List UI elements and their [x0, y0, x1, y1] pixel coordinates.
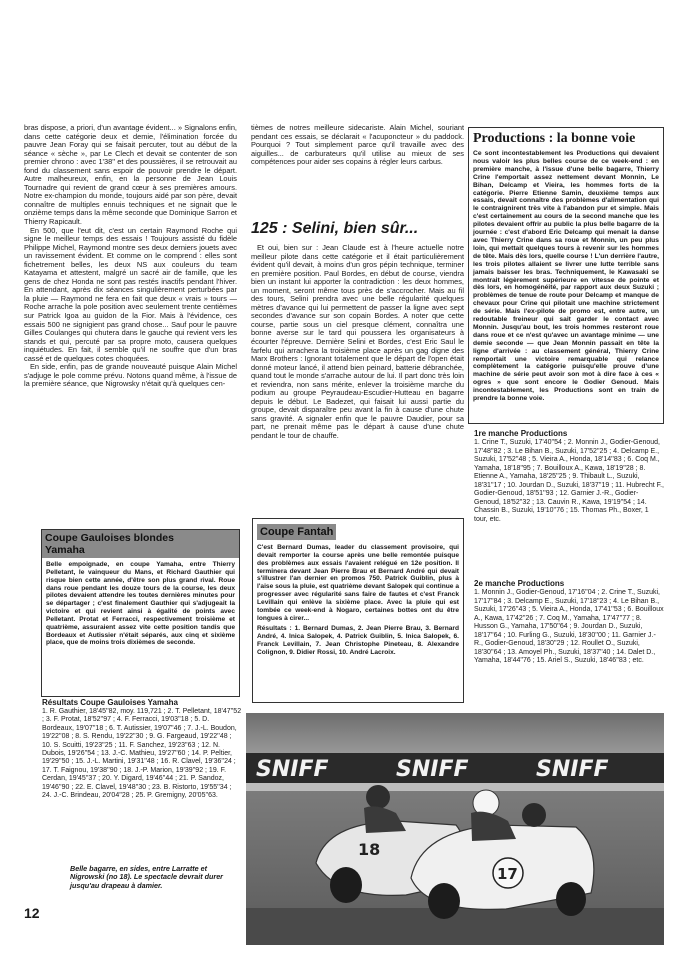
coupe-gauloises-box	[41, 529, 240, 697]
page-number: 12	[24, 905, 40, 921]
paragraph: tièmes de notres meilleure sidecariste. Alain Michel, souriant pendant ces essais, se déclarait « l'acuponcteur » du paddock. Pourquoi ? Tout simplement parce qu'il travaille avec des aiguilles... de carburateurs qu'il utilise au mieux de ses compétences pour aider ses copains à régler leurs carbus.	[251, 124, 464, 167]
coupe-gauloises-title	[42, 530, 239, 558]
race-number: 18	[358, 840, 381, 859]
title-line: Yamaha	[45, 544, 85, 556]
photo-caption: Belle bagarre, en sides, entre Larratte et Nigrowski (no 18). Le spectacle devrait durer jusqu'au drapeau à damier.	[70, 864, 223, 890]
productions-title: Productions : la bonne voie	[473, 131, 636, 146]
title-line: Coupe Gauloises blondes	[45, 532, 174, 544]
results-title: 2e manche Productions	[474, 580, 565, 588]
article-column-middle	[251, 244, 464, 506]
coupe-fantah-text: C'est Bernard Dumas, leader du classement provisoire, qui devait remporter la course après une belle remontée puisque des problèmes aux essais l'avaient relégué en 12e position. Il terminera devant Jean Pierre Brau et Bernard André qui devait s'illustrer l'an dernier en promos 750. Patrick Guiblin, plus à l'aise sous la pluie, est quatrième devant Salopek qui continue a progresser avec régularité sans faire de fautes et c'est Franck Levillain qui enlève la sixième place. Avec la pluie qui est tombée ce week-end à Nogaro, certaines bottes ont du être longues à cirer...	[257, 544, 459, 622]
section-heading-125: 125 : Selini, bien sûr...	[251, 220, 419, 237]
results-list: 1. Crine T., Suzuki, 17'40''54 ; 2. Monnin J., Godier-Genoud, 17'48''82 ; 3. Le Bihan B., Suzuki, 17'52''25 ; 4. Delcamp E., Suzuki, 17'52''48 ; 5. Vieira A., Honda, 18'14''83 ; 6. Coq M., Yamaha, 18'18''95 ; 7. Bouilloux A., Kawa, 18'19''28 ; 8. Etienne A., Yamaha, 18'25''25 ; 9. Thibault L., Suzuki, 18'31''17 ; 10. Jourdan D., Suzuki, 18'37''19 ; 11. Hubrecht F., Godier-Genoud, 18'51''93 ; 12. Garnier J.-R., Godier-Genoud, 18'52''32 ; 13. Cauvin R., Kawa, 19'19''54 ; 14. Chassin B., Suzuki, 19'10''76 ; 15. Thomas Ph., Boxer, 1 tour, etc.	[474, 439, 664, 523]
banner-text: SNIFF	[536, 757, 609, 782]
results-label: Résultats :	[257, 625, 292, 633]
paragraph: En 500, que l'eut dit, c'est un certain Raymond Roche qui signe le meilleur temps des essais ! Toujours assisté du fidèle Philippe Michel, Raymond montre ses deux derniers jouets avec un ravissement évident. Et comme on le comprend : elles sont fichetrement belles, les deux NS aux couleurs du team Katayama et attestent, malgré un sacré air de famille, que les gens de chez Honda ne sont pas restés inactifs pendant l'hiver. En attendant, après dix séances singulièrement perturbées par la pluie — Raymond ne fera en fait que deux « vrais » tours — Roche arrache la pole position avec seulement trente centièmes sur Patrick Igoa au guidon de la Fior. Mais à l'évidence, ces essais 500 ne signigient pas grand chose... Sauf pour le pauvre Gilles Coulanges qui chutera dans le gauche qui revient vers les stands et qui, percuté par sa propre moto, causera quelques inquiétudes. En fait, il semble qu'il ne souffre que d'un bras cassé et de quelques cotes choquées.	[24, 225, 237, 363]
productions-results-second-heat	[474, 580, 664, 700]
results-list: 1. R. Gauthier, 18'45''82, moy. 119,721 ; 2. T. Pelletant, 18'47''52 ; 3. F. Protat, 18'52''97 ; 4. F. Ferracci, 19'03''18 ; 5. D. Bordeaux, 19'07''18 ; 6. T. Autissier, 19'07''46 ; 7. J.-L. Boudon, 19'22''08 ; 8. S. Rendu, 19'22''30 ; 9. G. Fargeaud, 19'22''48 ; 10. S. Scuitti, 19'23''25 ; 11. F. Sanchez, 19'23''63 ; 12. N. Dubois, 19'26''54 ; 13. J.-C. Mathieu, 19'27''60 ; 14. P. Peltier, 19'29''50 ; 15. J.-L. Martini, 19'31''48 ; 16. R. Clavel, 19'36''24 ; 17. T. Faignou, 19'38''90 ; 18. J.-P. Marion, 19'39''92 ; 19. F. Cerdan, 19'45''37 ; 20. Y. Digard, 19'46''44 ; 21. P. Sandoz, 19'46''90 ; 22. E. Clavel, 19'48''30 ; 23. B. Ristorto, 19'55''34 ; 24. J.-C. Brindeau, 20'04''28 ; 25. P. Gremigny, 20'05''63.	[42, 708, 242, 800]
banner-text: SNIFF	[256, 757, 329, 782]
article-column-middle-top	[251, 124, 464, 216]
sidecar-race-photo	[246, 713, 664, 945]
coupe-fantah-results	[257, 625, 459, 656]
results-list: 1. Monnin J., Godier-Genoud, 17'16''04 ; 2. Crine T., Suzuki, 17'17''84 ; 3. Delcamp E., Suzuki, 17'18''23 ; 4. Le Bihan B., Suzuki, 17'26''43 ; 5. Vieira A., Honda, 17'41''53 ; 6. Bouilloux A., Kawa, 17'42''26 ; 7. Coq M., Yamaha, 17'47''77 ; 8. Husson G., Yamaha, 17'50''64 ; 9. Jourdan D., Suzuki, 18'17''64 ; 10. Furling G., Suzuki, 18'30''00 ; 11. Garnier J.-R., Godier-Genoud, 18'30''29 ; 12. Roullet O., Suzuki, 18'30''64 ; 13. Amoyel Ph., Suzuki, 18'37''40 ; 14. Dalet D., Yamaha, 18'44''76 ; 15. Ariel S., Suzuki, 18'46''83 ; etc.	[474, 589, 664, 665]
article-column-left	[24, 124, 237, 524]
results-list: 1. Bernard Dumas, 2. Jean Pierre Brau, 3. Bernard André, 4. Inica Salopek, 4. Patrick Guiblin, 5. Inica Salopek, 6. Franck Levillain, 7. Jean Christophe Pineteau, 8. Alexandre Colignon, 9. Didier Rossi, 10. André Lacroix.	[257, 625, 459, 656]
coupe-gauloises-text: Belle empoignade, en coupe Yamaha, entre Thierry Pelletant, le vainqueur du Mans, et Richard Gauthier qui risque bien cette année, d'être son plus grand rival. Roue dans roue pendant les douze tours de la course, les deux pilotes devaient attendre les toutes dernières minutes pour se départager ; c'est finalement Gauthier qui s'adjugeait la victoire et qui revient ainsi à égalité de points avec Pelletant. Protat et Ferracci, respectivement troisième et quatrième, assuraient assez vite cette position tandis que Bordeaux et Autissier n'était séparés, aux cinq et sixième place, que de moins trois dixièmes de seconde.	[46, 561, 235, 647]
coupe-fantah-box	[252, 518, 464, 703]
paragraph: En side, enfin, pas de grande nouveauté puisque Alain Michel s'adjuge le pole comme prévu. Notons quand même, à l'issue de la première séance, que Nigrowsky n'était qu'à quelques cen-	[24, 362, 237, 389]
results-title: 1re manche Productions	[474, 430, 568, 438]
banner-text: SNIFF	[396, 757, 469, 782]
coupe-fantah-title: Coupe Fantah	[257, 524, 336, 540]
results-title: Résultats Coupe Gauloises Yamaha	[42, 698, 178, 707]
coupe-gauloises-results	[42, 698, 242, 823]
paragraph: Et oui, bien sur : Jean Claude est à l'heure actuelle notre meilleur pilote dans cette catégorie et il était particulièrement évident qu'il devait, à moins d'un gros pépin technique, terminer en première position. Paul Bordes, en début de course, viendra bien un instant lui apporter la contradiction : les deux hommes, un moment, seront même tous près de s'accrocher. Mais au fil des tours, Selini prendra avec une belle régularité quelques mètres d'avance qui lui permettent de passer la ligne avec sept secondes d'avance sur son copain Bordes. A noter que cette course, partie sous un ciel presque clément, connaîtra une bonne averse sur le tard qui poussera les organisateurs à écourter l'épreuve. Dernière Selini et Bordes, c'est Eric Saul le farfelu qui arrachera la troisième place après un gag digne des Marx Brothers : Ignorant totalement que le départ de l'open était donné moteur lancé, il attend bien peinard, batterie débranchée, quand tout le monde s'arrache autour de lui. Il part donc très loin et reviendra, non sans mérite, enlever la troisième marche du podium au groupe Peyraudeau-Escudier-Hutteau en bagarre depuis le début. Le Badezet, qui faisait lui aussi partie du groupe, devait disparaître peu avant la fin à cause d'une chute sans gravité. A signaler enfin que le pauvre Daudier, pour sa part, ne prenait même pas le départ à cause d'une chute pendant le tour de chauffe.	[251, 244, 464, 441]
race-number: 17	[497, 865, 518, 883]
productions-box	[468, 127, 664, 424]
productions-text: Ce sont incontestablement les Productions qui devaient nous valoir les plus belles course de ce week-end : en première manche, à l'issue d'une belle bagarre, Thierry Crine l'emportait assez nettement devant Monnin, Le Bihan, Delcamp et Vieira, les hommes forts de la catégorie. Pierre Etienne Samin, deuxième temps aux essais, devait connaître des problèmes d'alimentation qui le contraignirent très vite à l'abandon pur et simple. Mais c'est certainement au cours de la second manche que les pilotes devaient offrir au public la plus belle bagarre de la journée : c'est d'abord Eric Delcamp qui menait la danse avec Thierry Crine dans sa roue et Monnin, un peu plus loin, qui mettait quelques tours à revenir sur les hommes de tête. Mais dès lors, quelle course ! L'un derrière l'autre, les trois pilotes allaient se livrer une lutte terrible sans jamais baisser les bras. Techniquement, le Kawasaki se montrait légèrement supérieure en vitesse de pointe et dès lors, en homogénéité, par rapport aux deux Suzuki ; problèmes de tenue de route pour Delcamp et manque de chevaux pour Crine qui pilotait une machine strictement de série. Mais l'ex-pilote de promo est, entre autre, un redoutable freineur qui sait garder le contact avec Monnin. Jusqu'au bout, les trois hommes resteront roue dans roue et ce n'est qu'avec un avantage minime — une demie seconde — que Jean Monnin passait en tête la ligne d'arrivée : au classement général, Thierry Crine remportait une victoire remarquable qui relance complètement la catégorie puisqu'elle prouve d'une machine de série peut avoir son mot à dire face à ces « ogres » que sont encore le Godier Genoud. Mais incontestablement, les Productions sont en train de prendre la bonne voie.	[473, 150, 659, 403]
paragraph: bras dispose, a priori, d'un avantage évident... » Signalons enfin, dans cette catégorie deux et demie, l'élimination forcée du pauvre Jean Foray qui se faisait percuter, tout au début de la séance « sèche », par Le Clech et devait se contenter de son premier chrono : avec 1'38'' et des poussières, il se retrouvait au fond du classement sans espoir de pouvoir prendre le départ. Autre malheureux, enfin, en la personne de Jean Louis Tournadre qui revient de grand cœur à ses premières amours. Notre ex-champion du monde, toujours aidé par son père, devait connaître de multiples ennuis techniques et ne signait que le onzième temps dans la même seconde que Dominique Sarron et Thierry Rapicault.	[24, 124, 237, 227]
productions-results-first-heat	[474, 430, 664, 570]
